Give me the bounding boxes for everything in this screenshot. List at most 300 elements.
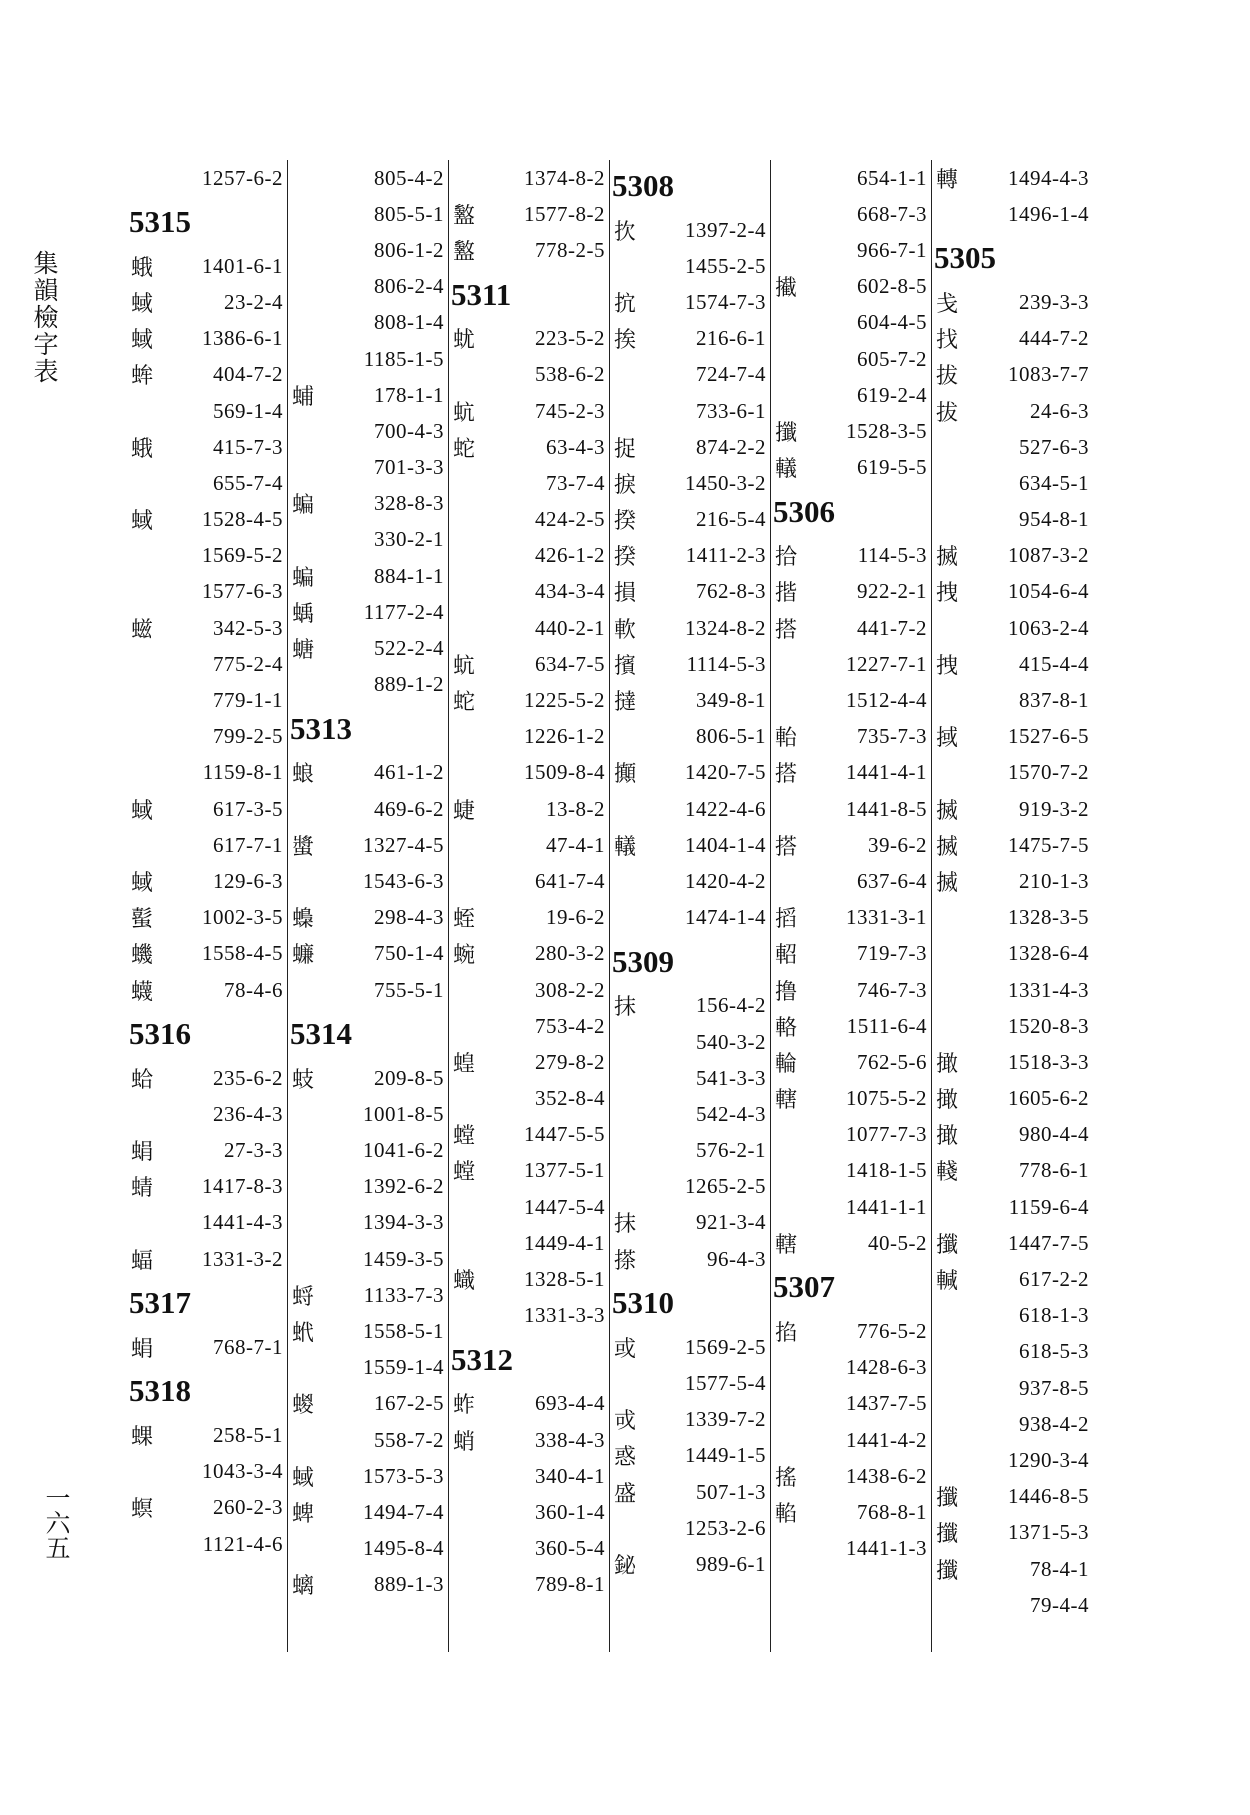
entry-reference: 1386-6-1 bbox=[202, 326, 283, 351]
entry-character: 螳 bbox=[453, 1124, 476, 1150]
entry-reference: 1495-8-4 bbox=[363, 1536, 444, 1561]
index-entry bbox=[610, 1133, 766, 1169]
index-entry bbox=[610, 321, 766, 357]
index-entry bbox=[127, 1329, 283, 1365]
index-entry bbox=[932, 465, 1089, 501]
entry-character: 蝠 bbox=[131, 1248, 154, 1274]
index-column bbox=[610, 160, 771, 1652]
entry-reference: 1404-1-4 bbox=[685, 832, 766, 857]
index-entry bbox=[127, 465, 283, 501]
entry-character: 蛶 bbox=[292, 1284, 315, 1310]
entry-reference: 79-4-4 bbox=[1030, 1592, 1089, 1617]
index-entry bbox=[771, 1081, 927, 1117]
entry-reference: 1377-5-1 bbox=[524, 1158, 605, 1183]
index-entry bbox=[771, 1386, 927, 1422]
index-entry bbox=[932, 1153, 1089, 1189]
entry-character: 蛾 bbox=[131, 255, 154, 281]
index-entry bbox=[288, 558, 444, 594]
entry-character: 螟 bbox=[131, 1497, 154, 1523]
index-column bbox=[288, 160, 449, 1652]
index-entry bbox=[288, 1350, 444, 1386]
index-entry bbox=[610, 1205, 766, 1241]
entry-reference: 805-4-2 bbox=[374, 165, 444, 190]
entry-reference: 604-4-5 bbox=[857, 310, 927, 335]
index-entry bbox=[932, 900, 1089, 936]
entry-character: 搽 bbox=[614, 1248, 637, 1274]
entry-reference: 260-2-3 bbox=[213, 1495, 283, 1520]
entry-reference: 78-4-1 bbox=[1030, 1556, 1089, 1581]
entry-reference: 755-5-1 bbox=[374, 977, 444, 1002]
index-entry bbox=[932, 196, 1089, 232]
entry-reference: 178-1-1 bbox=[374, 382, 444, 407]
index-entry bbox=[771, 827, 927, 863]
entry-character: 搣 bbox=[936, 545, 959, 571]
entry-character: 搖 bbox=[775, 1465, 798, 1491]
entry-reference: 1401-6-1 bbox=[202, 253, 283, 278]
entry-reference: 209-8-5 bbox=[374, 1065, 444, 1090]
section-heading: 5309 bbox=[612, 943, 674, 979]
entry-reference: 1459-3-5 bbox=[363, 1246, 444, 1271]
entry-reference: 954-8-1 bbox=[1019, 507, 1089, 532]
entry-reference: 129-6-3 bbox=[213, 868, 283, 893]
entry-reference: 617-2-2 bbox=[1019, 1267, 1089, 1292]
entry-reference: 469-6-2 bbox=[374, 796, 444, 821]
entry-character: 撖 bbox=[936, 1088, 959, 1114]
index-entry bbox=[449, 429, 605, 465]
entry-reference: 1441-8-5 bbox=[846, 796, 927, 821]
index-entry bbox=[932, 1008, 1089, 1044]
index-entry bbox=[771, 538, 927, 574]
entry-reference: 223-5-2 bbox=[535, 326, 605, 351]
entry-character: 抭 bbox=[614, 291, 637, 317]
index-entry bbox=[449, 574, 605, 610]
entry-reference: 328-8-3 bbox=[374, 491, 444, 516]
index-entry bbox=[610, 755, 766, 791]
entry-reference: 1438-6-2 bbox=[846, 1463, 927, 1488]
entry-reference: 1569-5-2 bbox=[202, 543, 283, 568]
entry-reference: 919-3-2 bbox=[1019, 796, 1089, 821]
entry-reference: 426-1-2 bbox=[535, 543, 605, 568]
entry-reference: 937-8-5 bbox=[1019, 1375, 1089, 1400]
entry-reference: 806-5-1 bbox=[696, 724, 766, 749]
index-entry bbox=[771, 755, 927, 791]
entry-reference: 1121-4-6 bbox=[202, 1531, 283, 1556]
section-heading: 5314 bbox=[290, 1016, 352, 1052]
entry-character: 蜎 bbox=[131, 1140, 154, 1166]
entry-reference: 693-4-4 bbox=[535, 1391, 605, 1416]
entry-character: 攕 bbox=[936, 1558, 959, 1584]
index-entry bbox=[610, 610, 766, 646]
entry-reference: 1577-5-4 bbox=[685, 1371, 766, 1396]
index-entry bbox=[932, 1370, 1089, 1406]
entry-reference: 258-5-1 bbox=[213, 1423, 283, 1448]
entry-reference: 1041-6-2 bbox=[363, 1138, 444, 1163]
entry-reference: 1441-4-3 bbox=[202, 1210, 283, 1235]
index-entry bbox=[127, 863, 283, 899]
index-entry bbox=[610, 988, 766, 1024]
entry-reference: 415-4-4 bbox=[1019, 651, 1089, 676]
index-entry bbox=[610, 1438, 766, 1474]
entry-character: 蜮 bbox=[131, 870, 154, 896]
index-column bbox=[449, 160, 610, 1652]
entry-reference: 1574-7-3 bbox=[685, 289, 766, 314]
index-entry bbox=[932, 755, 1089, 791]
entry-character: 搯 bbox=[775, 907, 798, 933]
entry-reference: 1083-7-7 bbox=[1008, 362, 1089, 387]
index-entry bbox=[932, 538, 1089, 574]
entry-reference: 1159-6-4 bbox=[1008, 1194, 1089, 1219]
entry-reference: 216-5-4 bbox=[696, 507, 766, 532]
index-entry bbox=[932, 574, 1089, 610]
index-entry bbox=[449, 1117, 605, 1153]
entry-reference: 576-2-1 bbox=[696, 1138, 766, 1163]
entry-reference: 342-5-3 bbox=[213, 615, 283, 640]
index-entry bbox=[610, 393, 766, 429]
index-entry bbox=[771, 1531, 927, 1567]
index-entry bbox=[288, 1241, 444, 1277]
index-entry bbox=[449, 1189, 605, 1225]
entry-character: 搭 bbox=[775, 834, 798, 860]
index-entry bbox=[932, 1551, 1089, 1587]
entry-character: 攕 bbox=[936, 1486, 959, 1512]
index-entry bbox=[288, 863, 444, 899]
index-entry bbox=[449, 610, 605, 646]
entry-reference: 1114-5-3 bbox=[686, 651, 766, 676]
entry-reference: 668-7-3 bbox=[857, 201, 927, 226]
entry-reference: 1063-2-4 bbox=[1008, 615, 1089, 640]
entry-reference: 1257-6-2 bbox=[202, 165, 283, 190]
entry-character: 蝙 bbox=[292, 565, 315, 591]
index-entry bbox=[932, 863, 1089, 899]
index-entry bbox=[932, 1225, 1089, 1261]
index-entry bbox=[288, 630, 444, 666]
index-entry bbox=[610, 646, 766, 682]
entry-character: 攕 bbox=[936, 1232, 959, 1258]
index-entry bbox=[610, 682, 766, 718]
entry-reference: 1511-6-4 bbox=[846, 1013, 927, 1038]
index-column bbox=[771, 160, 932, 1652]
index-entry bbox=[932, 1261, 1089, 1297]
entry-character: 蚮 bbox=[292, 1321, 315, 1347]
entry-reference: 634-7-5 bbox=[535, 651, 605, 676]
entry-character: 蝬 bbox=[292, 1393, 315, 1419]
entry-reference: 1437-7-5 bbox=[846, 1391, 927, 1416]
entry-reference: 444-7-2 bbox=[1019, 326, 1089, 351]
index-entry bbox=[771, 232, 927, 268]
index-entry bbox=[288, 1169, 444, 1205]
entry-character: 撖 bbox=[936, 1124, 959, 1150]
entry-reference: 1605-6-2 bbox=[1008, 1086, 1089, 1111]
entry-reference: 40-5-2 bbox=[868, 1230, 927, 1255]
entry-reference: 1420-7-5 bbox=[685, 760, 766, 785]
index-entry bbox=[127, 682, 283, 718]
index-entry bbox=[771, 341, 927, 377]
index-entry bbox=[288, 377, 444, 413]
entry-reference: 360-1-4 bbox=[535, 1499, 605, 1524]
entry-reference: 1420-4-2 bbox=[685, 868, 766, 893]
index-entry bbox=[610, 574, 766, 610]
index-entry bbox=[771, 682, 927, 718]
entry-reference: 778-2-5 bbox=[535, 237, 605, 262]
entry-character: 蜻 bbox=[131, 1176, 154, 1202]
entry-reference: 1087-3-2 bbox=[1008, 543, 1089, 568]
entry-character: 輅 bbox=[775, 1015, 798, 1041]
entry-reference: 966-7-1 bbox=[857, 237, 927, 262]
entry-character: 戋 bbox=[936, 291, 959, 317]
index-entry bbox=[932, 1587, 1089, 1623]
entry-reference: 19-6-2 bbox=[546, 905, 605, 930]
entry-reference: 1394-3-3 bbox=[363, 1210, 444, 1235]
entry-character: 掝 bbox=[936, 726, 959, 752]
index-entry bbox=[610, 1024, 766, 1060]
entry-reference: 1075-5-2 bbox=[846, 1086, 927, 1111]
entry-reference: 1328-6-4 bbox=[1008, 941, 1089, 966]
entry-reference: 1512-4-4 bbox=[846, 688, 927, 713]
entry-reference: 1371-5-3 bbox=[1008, 1520, 1089, 1545]
entry-reference: 1328-5-1 bbox=[524, 1267, 605, 1292]
entry-reference: 641-7-4 bbox=[535, 868, 605, 893]
entry-reference: 922-2-1 bbox=[857, 579, 927, 604]
entry-reference: 1159-8-1 bbox=[202, 760, 283, 785]
entry-reference: 27-3-3 bbox=[224, 1138, 283, 1163]
index-entry bbox=[449, 1494, 605, 1530]
entry-character: 搣 bbox=[936, 798, 959, 824]
entry-reference: 1043-3-4 bbox=[202, 1459, 283, 1484]
section-heading: 5312 bbox=[451, 1341, 513, 1377]
entry-character: 蚢 bbox=[453, 653, 476, 679]
entry-reference: 1441-4-1 bbox=[846, 760, 927, 785]
entry-reference: 1418-1-5 bbox=[846, 1158, 927, 1183]
index-entry bbox=[288, 1567, 444, 1603]
entry-character: 蚘 bbox=[453, 328, 476, 354]
index-entry bbox=[932, 357, 1089, 393]
entry-reference: 569-1-4 bbox=[213, 398, 283, 423]
index-entry bbox=[771, 269, 927, 305]
index-entry bbox=[288, 1060, 444, 1096]
entry-reference: 1494-4-3 bbox=[1008, 165, 1089, 190]
entry-reference: 1518-3-3 bbox=[1008, 1049, 1089, 1074]
index-entry bbox=[932, 972, 1089, 1008]
index-entry bbox=[288, 450, 444, 486]
index-entry bbox=[771, 972, 927, 1008]
entry-character: 惑 bbox=[614, 1445, 637, 1471]
index-entry bbox=[288, 341, 444, 377]
entry-character: 蟣 bbox=[131, 943, 154, 969]
index-entry bbox=[932, 646, 1089, 682]
entry-character: 輡 bbox=[775, 1501, 798, 1527]
index-entry bbox=[127, 1169, 283, 1205]
index-entry bbox=[127, 1133, 283, 1169]
entry-character: 扻 bbox=[614, 219, 637, 245]
index-entry bbox=[610, 1329, 766, 1365]
index-entry bbox=[449, 936, 605, 972]
entry-reference: 239-3-3 bbox=[1019, 289, 1089, 314]
entry-reference: 1528-4-5 bbox=[202, 507, 283, 532]
index-entry bbox=[610, 212, 766, 248]
index-entry bbox=[449, 1261, 605, 1297]
index-entry bbox=[771, 450, 927, 486]
index-entry bbox=[449, 502, 605, 538]
index-entry bbox=[610, 1241, 766, 1277]
entry-reference: 39-6-2 bbox=[868, 832, 927, 857]
index-entry bbox=[932, 1189, 1089, 1225]
entry-reference: 540-3-2 bbox=[696, 1029, 766, 1054]
entry-reference: 1290-3-4 bbox=[1008, 1447, 1089, 1472]
entry-character: 搣 bbox=[936, 834, 959, 860]
index-entry bbox=[127, 646, 283, 682]
index-entry bbox=[932, 719, 1089, 755]
index-column bbox=[127, 160, 288, 1652]
index-entry bbox=[610, 900, 766, 936]
entry-reference: 617-7-1 bbox=[213, 832, 283, 857]
index-column bbox=[932, 160, 1093, 1652]
entry-character: 軩 bbox=[775, 726, 798, 752]
index-entry bbox=[932, 827, 1089, 863]
index-entry bbox=[932, 682, 1089, 718]
index-entry bbox=[127, 900, 283, 936]
entry-reference: 733-6-1 bbox=[696, 398, 766, 423]
entry-character: 搭 bbox=[775, 762, 798, 788]
entry-reference: 938-4-2 bbox=[1019, 1411, 1089, 1436]
entry-character: 戓 bbox=[614, 1409, 637, 1435]
index-entry bbox=[449, 791, 605, 827]
index-entry bbox=[610, 1546, 766, 1582]
entry-character: 蜾 bbox=[131, 1425, 154, 1451]
index-entry bbox=[127, 610, 283, 646]
entry-character: 螿 bbox=[292, 834, 315, 860]
entry-character: 蛑 bbox=[131, 364, 154, 390]
entry-reference: 618-5-3 bbox=[1019, 1339, 1089, 1364]
entry-reference: 542-4-3 bbox=[696, 1101, 766, 1126]
entry-reference: 1417-8-3 bbox=[202, 1174, 283, 1199]
entry-reference: 279-8-2 bbox=[535, 1049, 605, 1074]
entry-character: 蝙 bbox=[292, 493, 315, 519]
section-heading: 5306 bbox=[773, 493, 835, 529]
entry-character: 螗 bbox=[292, 638, 315, 664]
index-entry bbox=[449, 1531, 605, 1567]
index-entry bbox=[288, 827, 444, 863]
entry-reference: 352-8-4 bbox=[535, 1086, 605, 1111]
entry-reference: 1558-5-1 bbox=[363, 1319, 444, 1344]
index-entry bbox=[932, 160, 1089, 196]
index-entry bbox=[932, 936, 1089, 972]
entry-character: 蜮 bbox=[131, 291, 154, 317]
index-entry bbox=[449, 900, 605, 936]
index-entry bbox=[932, 610, 1089, 646]
entry-character: 蛭 bbox=[453, 907, 476, 933]
index-entry bbox=[127, 791, 283, 827]
entry-reference: 989-6-1 bbox=[696, 1551, 766, 1576]
index-entry bbox=[127, 755, 283, 791]
index-entry bbox=[449, 682, 605, 718]
entry-character: 攕 bbox=[775, 420, 798, 446]
index-entry bbox=[610, 719, 766, 755]
index-entry bbox=[771, 646, 927, 682]
index-entry bbox=[288, 269, 444, 305]
section-heading: 5317 bbox=[129, 1285, 191, 1321]
index-entry bbox=[288, 900, 444, 936]
index-entry bbox=[288, 486, 444, 522]
entry-reference: 349-8-1 bbox=[696, 688, 766, 713]
entry-reference: 776-5-2 bbox=[857, 1319, 927, 1344]
entry-reference: 1447-5-4 bbox=[524, 1194, 605, 1219]
entry-reference: 602-8-5 bbox=[857, 274, 927, 299]
entry-reference: 1225-5-2 bbox=[524, 688, 605, 713]
index-entry bbox=[127, 502, 283, 538]
entry-character: 蟙 bbox=[453, 1269, 476, 1295]
entry-reference: 507-1-3 bbox=[696, 1479, 766, 1504]
entry-reference: 527-6-3 bbox=[1019, 434, 1089, 459]
index-entry bbox=[288, 1422, 444, 1458]
index-entry bbox=[932, 791, 1089, 827]
section-heading: 5313 bbox=[290, 710, 352, 746]
entry-reference: 921-3-4 bbox=[696, 1210, 766, 1235]
entry-reference: 1441-1-1 bbox=[846, 1194, 927, 1219]
index-entry bbox=[288, 1096, 444, 1132]
index-entry bbox=[127, 160, 283, 196]
entry-character: 拽 bbox=[936, 581, 959, 607]
index-entry bbox=[288, 1386, 444, 1422]
index-entry bbox=[771, 1008, 927, 1044]
entry-reference: 1265-2-5 bbox=[685, 1174, 766, 1199]
section-heading: 5308 bbox=[612, 168, 674, 203]
entry-reference: 156-4-2 bbox=[696, 993, 766, 1018]
entry-character: 蛸 bbox=[453, 1429, 476, 1455]
entry-character: 輱 bbox=[936, 1269, 959, 1295]
index-entry bbox=[127, 357, 283, 393]
index-entry bbox=[449, 1298, 605, 1334]
entry-reference: 634-5-1 bbox=[1019, 470, 1089, 495]
entry-character: 撻 bbox=[614, 690, 637, 716]
entry-reference: 280-3-2 bbox=[535, 941, 605, 966]
entry-character: 搣 bbox=[936, 870, 959, 896]
index-entry bbox=[127, 393, 283, 429]
entry-reference: 424-2-5 bbox=[535, 507, 605, 532]
entry-character: 拔 bbox=[936, 400, 959, 426]
entry-character: 蜋 bbox=[292, 762, 315, 788]
entry-character: 轉 bbox=[936, 167, 959, 193]
entry-reference: 1446-8-5 bbox=[1008, 1484, 1089, 1509]
side-title: 集韻檢字表 bbox=[30, 250, 59, 385]
entry-reference: 1455-2-5 bbox=[685, 253, 766, 278]
entry-reference: 768-8-1 bbox=[857, 1499, 927, 1524]
entry-reference: 779-1-1 bbox=[213, 688, 283, 713]
entry-reference: 1411-2-3 bbox=[685, 543, 766, 568]
entry-reference: 340-4-1 bbox=[535, 1463, 605, 1488]
entry-reference: 1447-7-5 bbox=[1008, 1230, 1089, 1255]
entry-reference: 1397-2-4 bbox=[685, 217, 766, 242]
index-entry bbox=[449, 1567, 605, 1603]
entry-reference: 1339-7-2 bbox=[685, 1407, 766, 1432]
entry-reference: 538-6-2 bbox=[535, 362, 605, 387]
index-entry bbox=[932, 1117, 1089, 1153]
index-entry bbox=[288, 972, 444, 1008]
index-entry bbox=[771, 1494, 927, 1530]
index-entry bbox=[610, 1096, 766, 1132]
index-entry bbox=[288, 667, 444, 703]
entry-reference: 1177-2-4 bbox=[363, 599, 444, 624]
entry-reference: 724-7-4 bbox=[696, 362, 766, 387]
index-entry bbox=[449, 755, 605, 791]
entry-reference: 1001-8-5 bbox=[363, 1101, 444, 1126]
entry-reference: 617-3-5 bbox=[213, 796, 283, 821]
entry-reference: 1559-1-4 bbox=[363, 1355, 444, 1380]
entry-character: 蛇 bbox=[453, 436, 476, 462]
entry-character: 蜮 bbox=[292, 1465, 315, 1491]
entry-character: 蜿 bbox=[453, 943, 476, 969]
entry-character: 撖 bbox=[936, 1051, 959, 1077]
index-entry bbox=[288, 305, 444, 341]
